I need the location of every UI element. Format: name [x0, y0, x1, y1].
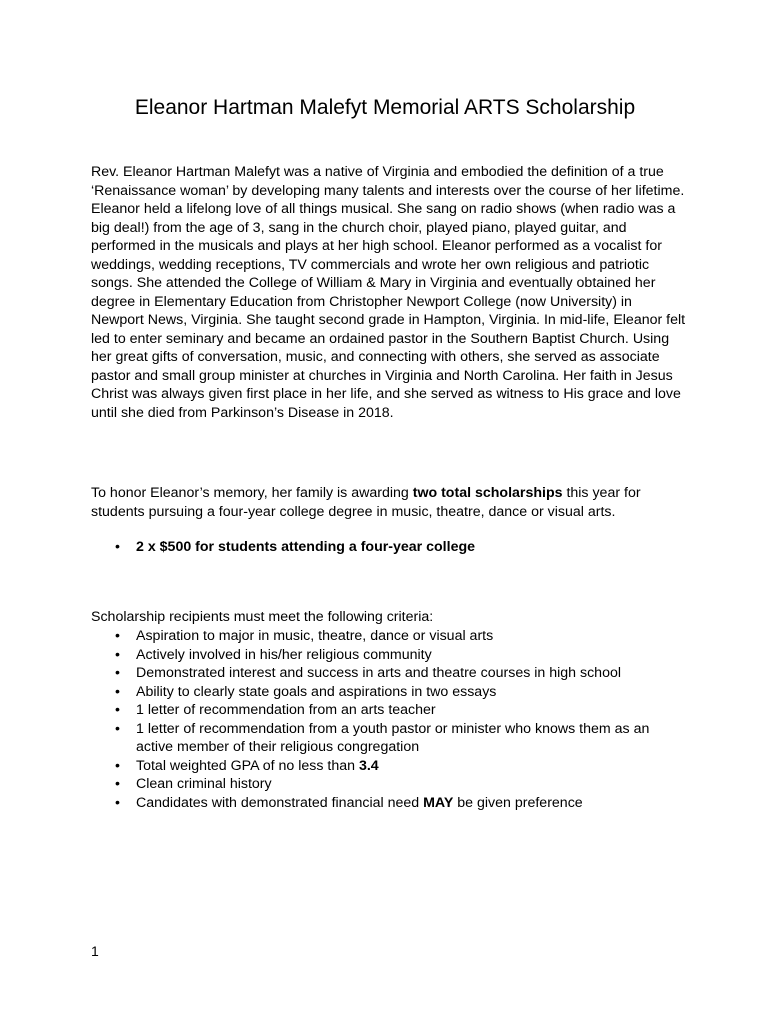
criteria-text: Clean criminal history — [136, 776, 272, 792]
criteria-text: Aspiration to major in music, theatre, dance or visual arts — [136, 628, 494, 644]
need-text-bold: MAY — [423, 794, 454, 811]
criteria-text: Ability to clearly state goals and aspirations in two essays — [136, 683, 497, 700]
honor-text-bold: two total scholarships — [412, 485, 563, 501]
criteria-item-financial-need — [91, 794, 687, 813]
bullet-icon: • — [115, 683, 120, 700]
criteria-text: 1 letter of recommendation from an arts teacher — [136, 702, 436, 718]
honor-text-before: To honor Eleanor’s memory, her family is awarding — [91, 485, 413, 501]
award-item — [91, 538, 687, 557]
criteria-item-major — [91, 627, 687, 646]
gpa-text: Total weighted GPA of no less than — [136, 757, 359, 774]
bullet-icon: • — [115, 776, 120, 792]
document-title: Eleanor Hartman Malefyt Memorial ARTS Scholarship — [134, 96, 636, 119]
bullet-icon: • — [115, 702, 120, 718]
criteria-item-community — [91, 646, 687, 665]
award-text: 2 x $500 for students attending a four-year college — [136, 539, 476, 555]
gpa-value: 3.4 — [358, 757, 379, 774]
bullet-icon: • — [115, 665, 120, 681]
criteria-text: 1 letter of recommendation from a youth pastor or minister who knows them as an active member of their religious congregation — [136, 720, 650, 755]
criteria-text: Demonstrated interest and success in arts and theatre courses in high school — [136, 665, 622, 681]
bullet-icon: • — [115, 794, 120, 811]
criteria-item-gpa — [91, 757, 687, 776]
criteria-intro: Scholarship recipients must meet the following criteria: — [91, 609, 434, 625]
bullet-icon: • — [115, 720, 120, 737]
criteria-item-arts-courses — [91, 664, 687, 683]
need-text-before: Candidates with demonstrated financial need — [136, 794, 424, 811]
criteria-item-criminal — [91, 775, 687, 794]
bullet-icon: • — [115, 628, 120, 644]
criteria-item-essays — [91, 683, 687, 702]
honor-text-after: this year for students pursuing a four-year college degree in music, theatre, dance or visual arts. — [91, 485, 641, 520]
criteria-item-pastor-letter — [91, 720, 687, 757]
criteria-item-arts-letter — [91, 701, 687, 720]
honor-paragraph — [91, 484, 687, 521]
bullet-icon: • — [115, 539, 120, 555]
criteria-text: Actively involved in his/her religious community — [136, 646, 432, 663]
page-number: 1 — [91, 943, 99, 959]
need-text-after: be given preference — [453, 794, 583, 811]
biography-paragraph: Rev. Eleanor Hartman Malefyt was a native of Virginia and embodied the definition of a true ‘Renaissance woman’ by developing many talents and interests over the course of her lifetime. Eleanor held a lifelong love of all things musical. She sang on radio shows (when radio was a big deal!) from the age of 3, sang in the church choir, played piano, played guitar, and performed in the musicals and plays at her high school. Eleanor performed as a vocalist for weddings, wedding receptions, TV commercials and wrote her own religious and patriotic songs. She attended the College of William & Mary in Virginia and eventually obtained her degree in Elementary Education from Christopher Newport College (now University) in Newport News, Virginia. She taught second grade in Hampton, Virginia. In mid-life, Eleanor felt led to enter seminary and became an ordained pastor in the Southern Baptist Church. Using her great gifts of conversation, music, and connecting with others, she served as associate pastor and small group minister at churches in Virginia and North Carolina. Her faith in Jesus Christ was always given first place in her life, and she served as witness to His grace and love until she died from Parkinson’s Disease in 2018. — [91, 164, 686, 421]
criteria-list — [91, 627, 687, 812]
bullet-icon: • — [115, 646, 120, 663]
award-list — [91, 538, 687, 557]
bullet-icon: • — [115, 757, 120, 774]
